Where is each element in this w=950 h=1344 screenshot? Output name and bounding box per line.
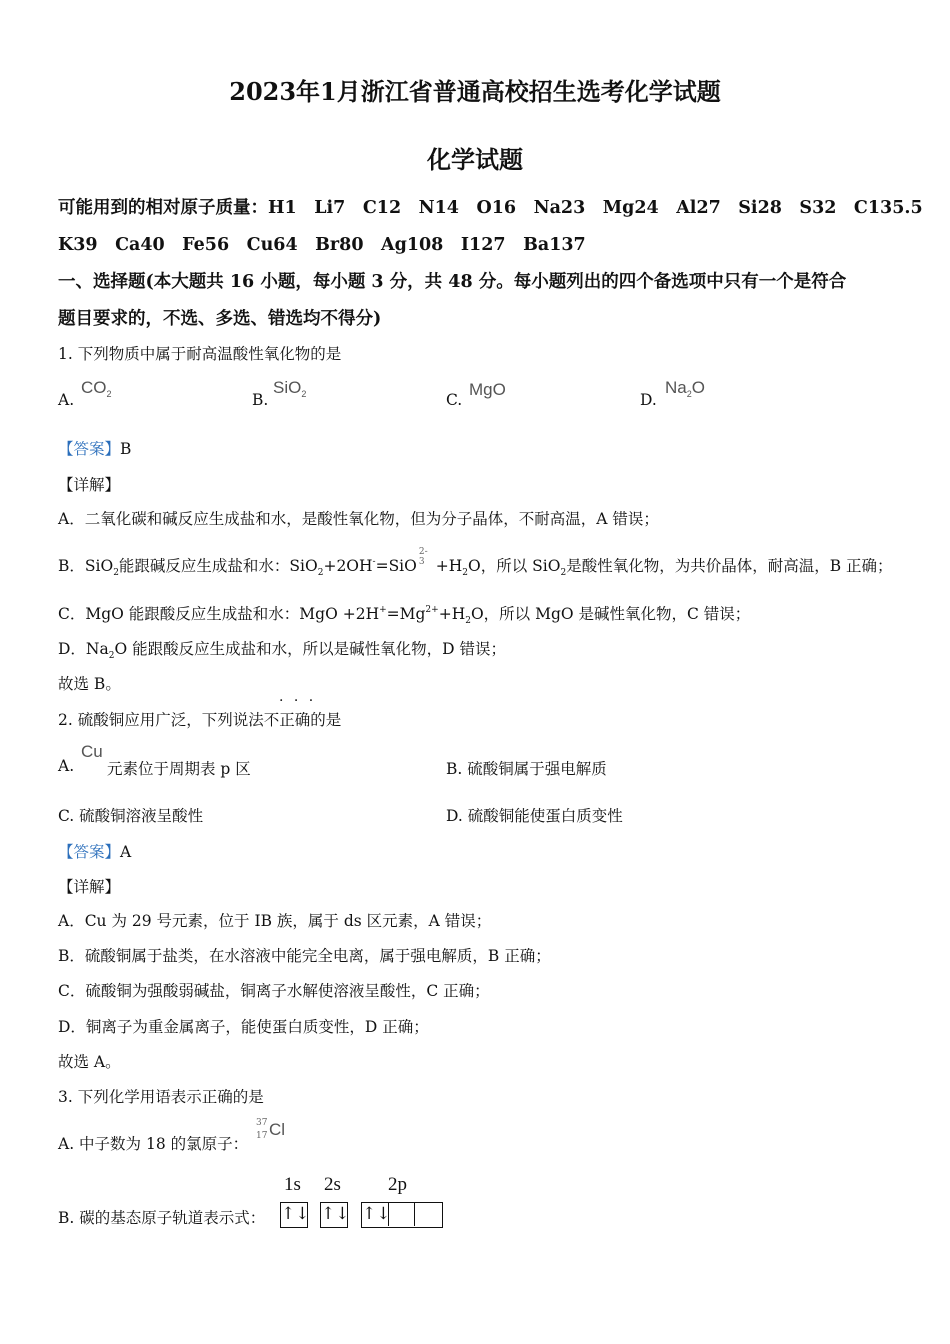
document-subtitle: 化学试题 (427, 145, 523, 174)
empty-orbital-cell (388, 1203, 415, 1226)
q3-stem: 3. 下列化学用语表示正确的是 (58, 1088, 264, 1106)
orbital-label-2s: 2s (324, 1174, 341, 1195)
q1-option-d-formula: $Na_2O$ (665, 378, 705, 399)
q1-option-d (640, 391, 657, 409)
answer-tag: 【答案】 (58, 843, 121, 861)
orbital-box-1s (280, 1202, 308, 1228)
q1-option-c-formula: MgO (469, 380, 506, 399)
q1-option-b (252, 391, 268, 409)
q2-option-a-formula: Cu (81, 742, 103, 761)
q1-option-a (58, 391, 74, 409)
answer-value: B (120, 440, 132, 458)
option-letter: B. (252, 391, 269, 409)
arrow-pair-icon: ↑↓ (321, 1204, 350, 1224)
q1-explanation-c: C．MgO 能跟酸反应生成盐和水：MgO $+2H^+=Mg^{2+}+H_2O$，所以 MgO 是碱性氧化物，C 错误； (58, 605, 751, 626)
q2-explanation-d: D．铜离子为重金属离子，能使蛋白质变性，D 正确； (58, 1018, 429, 1036)
section-heading-line-2: 题目要求的，不选、多选、错选均不得分) (58, 309, 382, 329)
q1-stem: 1. 下列物质中属于耐高温酸性氧化物的是 (58, 345, 342, 363)
option-letter: C. (446, 391, 463, 409)
q2-option-b: B. 硫酸铜属于强电解质 (446, 760, 607, 778)
empty-orbital-cell (414, 1203, 441, 1226)
isotope-symbol: Cl (269, 1120, 286, 1139)
q2-option-a-letter: A. (58, 757, 75, 775)
q1-option-a-formula: $CO_2$ (81, 378, 112, 399)
isotope-mass-number: 37 (256, 1118, 268, 1128)
q2-explanation-b: B．硫酸铜属于盐类，在水溶液中能完全电离，属于强电解质，B 正确； (58, 947, 551, 965)
arrow-pair-icon: ↑↓ (362, 1204, 391, 1224)
q1-conclusion: 故选 B。 (58, 675, 121, 693)
orbital-box-2p (361, 1202, 443, 1228)
option-letter: A. (58, 391, 75, 409)
answer-value: A (120, 843, 132, 861)
document-title: 2023年1月浙江省普通高校招生选考化学试题 (229, 77, 721, 106)
orbital-box-2s (320, 1202, 348, 1228)
arrow-pair-icon: ↑↓ (281, 1204, 310, 1224)
q2-conclusion: 故选 A。 (58, 1053, 121, 1071)
q2-stem: 2. 硫酸铜应用广泛，下列说法不正确的是 (58, 711, 342, 729)
q3-option-b: B. 碳的基态原子轨道表示式： (58, 1209, 266, 1227)
q1-option-c (446, 391, 462, 409)
orbital-label-1s: 1s (284, 1174, 301, 1195)
q2-option-a-text: 元素位于周期表 p 区 (107, 760, 251, 778)
q2-option-d: D. 硫酸铜能使蛋白质变性 (446, 807, 623, 825)
option-letter: D. (640, 391, 657, 409)
q1-explanation-b: B．SiO$_2$能跟碱反应生成盐和水：SiO$_2$+2OH-=SiO 2- 3 $+H_2O$，所以 SiO$_2$是酸性氧化物，为共价晶体，耐高温，B 正确； (58, 547, 893, 578)
q1-option-b-formula: SiO$_2$ (273, 378, 307, 399)
q1-explanation-d: D．$Na_2O$ 能跟酸反应生成盐和水，所以是碱性氧化物，D 错误； (58, 640, 506, 661)
q2-answer (58, 840, 131, 862)
q2-explanation-a: A．Cu 为 29 号元素，位于 IB 族，属于 ds 区元素，A 错误； (58, 912, 492, 930)
q2-detail-tag: 【详解】 (58, 878, 121, 896)
q2-explanation-c: C．硫酸铜为强酸弱碱盐，铜离子水解使溶液呈酸性，C 正确； (58, 982, 490, 1000)
isotope-atomic-number: 17 (256, 1131, 268, 1141)
q2-stem-emphasis: 不正确 (263, 711, 311, 729)
q2-option-c: C. 硫酸铜溶液呈酸性 (58, 807, 204, 825)
q1-detail-tag: 【详解】 (58, 476, 121, 494)
q3-option-a: A. 中子数为 18 的氯原子： (58, 1135, 249, 1153)
emphasis-dots: · · · (279, 693, 317, 709)
q1-answer (58, 437, 131, 459)
atomic-mass-line-2: K39 Ca40 Fe56 Cu64 Br80 Ag108 I127 Ba137 (58, 235, 586, 255)
section-heading-line-1: 一、选择题(本大题共 16 小题，每小题 3 分，共 48 分。每小题列出的四个备选项中只有一个是符合 (58, 272, 847, 292)
atomic-mass-line-1: 可能用到的相对原子质量：H1 Li7 C12 N14 O16 Na23 Mg24 Al27 Si28 S32 C135.5 (58, 198, 923, 218)
orbital-label-2p: 2p (388, 1174, 407, 1195)
q1-explanation-a: A．二氧化碳和碱反应生成盐和水，是酸性氧化物，但为分子晶体，不耐高温，A 错误； (58, 510, 659, 528)
answer-tag: 【答案】 (58, 440, 121, 458)
